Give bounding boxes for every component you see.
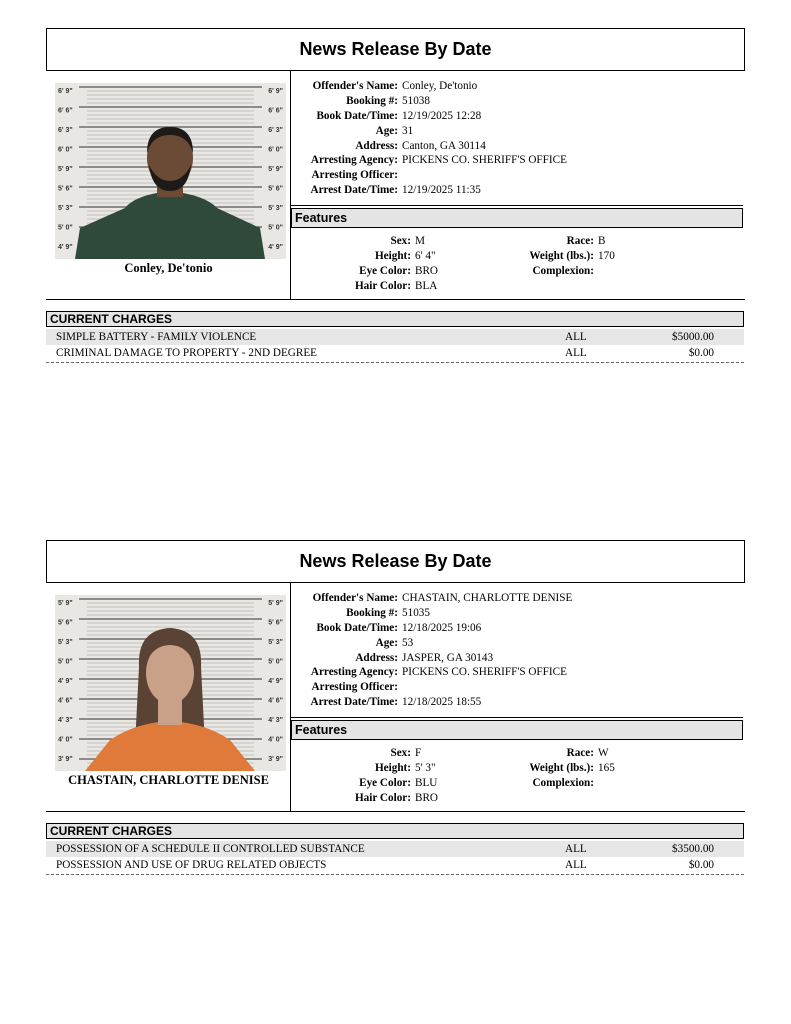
feature-label: Complexion: <box>532 264 594 277</box>
charge-row <box>46 329 744 345</box>
height-mark: 6' 6" <box>268 107 283 115</box>
height-mark: 4' 9" <box>58 678 73 685</box>
charges-header: CURRENT CHARGES <box>46 311 744 327</box>
height-mark: 6' 3" <box>58 127 73 134</box>
charge-type: ALL <box>565 347 587 359</box>
detail-label: Booking #: <box>346 95 398 108</box>
detail-row <box>291 695 572 710</box>
height-mark: 5' 9" <box>58 600 73 607</box>
booking-record <box>46 28 745 359</box>
detail-value: 53 <box>402 636 414 649</box>
height-mark: 6' 3" <box>268 127 283 134</box>
charges-table <box>46 841 744 873</box>
height-mark: 5' 9" <box>268 600 283 607</box>
height-mark: 4' 6" <box>268 697 283 705</box>
detail-label: Address: <box>355 139 398 152</box>
detail-row <box>291 650 572 665</box>
height-mark: 4' 6" <box>58 697 73 705</box>
detail-row <box>291 665 572 680</box>
feature-value: 170 <box>598 250 615 263</box>
detail-value: 12/19/2025 12:28 <box>402 109 482 122</box>
height-mark: 4' 0" <box>268 736 283 744</box>
dashed-separator <box>46 362 744 363</box>
height-mark: 4' 0" <box>58 736 73 744</box>
photo-column <box>46 583 291 811</box>
mugshot-image <box>55 83 286 259</box>
features-right <box>481 746 615 790</box>
detail-row <box>291 123 567 138</box>
height-mark: 5' 6" <box>58 185 73 193</box>
detail-row <box>291 591 572 606</box>
height-mark: 5' 9" <box>58 166 73 173</box>
detail-label: Arresting Officer: <box>311 681 398 694</box>
page-title: News Release By Date <box>46 28 745 71</box>
height-mark: 4' 3" <box>268 717 283 724</box>
feature-label: Hair Color: <box>354 279 411 292</box>
charge-bond: $0.00 <box>688 859 714 871</box>
height-mark: 6' 9" <box>58 88 73 95</box>
charge-description: POSSESSION AND USE OF DRUG RELATED OBJECTS <box>56 859 327 871</box>
height-mark: 5' 3" <box>58 639 73 646</box>
features-header: Features <box>291 720 743 740</box>
detail-value: 12/19/2025 11:35 <box>402 183 481 196</box>
charge-description: SIMPLE BATTERY - FAMILY VIOLENCE <box>56 331 257 343</box>
feature-value: W <box>598 747 609 760</box>
feature-label: Eye Color: <box>359 264 411 277</box>
height-mark: 5' 3" <box>268 205 283 212</box>
detail-row <box>291 94 567 109</box>
feature-row <box>291 249 438 264</box>
features-right <box>481 234 615 278</box>
charge-description: POSSESSION OF A SCHEDULE II CONTROLLED SUBSTANCE <box>56 843 365 855</box>
charge-bond: $3500.00 <box>672 843 714 855</box>
height-mark: 3' 9" <box>58 756 73 763</box>
mugshot-image <box>55 595 286 771</box>
feature-value: BRO <box>415 264 439 277</box>
feature-label: Race: <box>566 235 594 248</box>
feature-value: BLU <box>415 776 438 789</box>
feature-value: 165 <box>598 762 615 775</box>
feature-row <box>481 776 615 791</box>
detail-label: Arrest Date/Time: <box>310 183 398 196</box>
page-title: News Release By Date <box>46 540 745 583</box>
detail-label: Book Date/Time: <box>316 621 398 634</box>
height-mark: 5' 9" <box>268 166 283 173</box>
height-mark: 5' 6" <box>58 619 73 627</box>
booking-record <box>46 540 745 871</box>
record-main <box>46 583 745 812</box>
detail-label: Arresting Agency: <box>310 154 398 167</box>
height-mark: 6' 6" <box>58 107 73 115</box>
height-mark: 5' 0" <box>58 658 73 666</box>
detail-label: Arresting Agency: <box>310 666 398 679</box>
detail-label: Age: <box>375 636 398 649</box>
divider <box>291 717 743 718</box>
offender-details <box>291 79 567 197</box>
detail-value: PICKENS CO. SHERIFF'S OFFICE <box>402 154 567 167</box>
height-mark: 5' 0" <box>268 658 283 666</box>
detail-row <box>291 621 572 636</box>
height-marks-left <box>58 88 73 251</box>
detail-row <box>291 635 572 650</box>
height-marks-right <box>268 88 283 251</box>
charge-bond: $5000.00 <box>672 331 714 343</box>
detail-row <box>291 680 572 695</box>
height-marks-left <box>58 600 73 763</box>
detail-value: CHASTAIN, CHARLOTTE DENISE <box>402 592 573 605</box>
feature-row <box>481 249 615 264</box>
feature-label: Weight (lbs.): <box>529 250 594 263</box>
detail-label: Offender's Name: <box>312 80 398 93</box>
height-mark: 5' 0" <box>268 224 283 232</box>
feature-label: Sex: <box>390 235 411 248</box>
detail-value: Conley, De'tonio <box>402 80 478 93</box>
height-mark: 6' 0" <box>268 146 283 154</box>
detail-value: Canton, GA 30114 <box>402 139 486 152</box>
detail-label: Book Date/Time: <box>316 109 398 122</box>
charge-row <box>46 841 744 857</box>
detail-row <box>291 109 567 124</box>
feature-label: Complexion: <box>532 776 594 789</box>
height-mark: 3' 9" <box>268 756 283 763</box>
feature-value: B <box>598 235 606 248</box>
height-mark: 5' 6" <box>268 185 283 193</box>
charge-type: ALL <box>565 843 587 855</box>
feature-label: Race: <box>566 747 594 760</box>
features-header: Features <box>291 208 743 228</box>
detail-value: JASPER, GA 30143 <box>402 651 494 664</box>
photo-caption: Conley, De'tonio <box>124 261 213 275</box>
info-column <box>291 71 745 299</box>
features-left <box>291 746 438 805</box>
height-mark: 5' 3" <box>58 205 73 212</box>
feature-row <box>481 264 615 279</box>
info-column <box>291 583 745 811</box>
detail-label: Arrest Date/Time: <box>310 695 398 708</box>
feature-row <box>291 776 438 791</box>
feature-label: Height: <box>374 250 411 263</box>
detail-label: Arresting Officer: <box>311 169 398 182</box>
feature-value: BLA <box>415 279 438 292</box>
feature-row <box>291 746 438 761</box>
charge-row <box>46 345 744 361</box>
feature-value: M <box>415 235 425 248</box>
feature-value: BRO <box>415 791 439 804</box>
feature-row <box>291 278 438 293</box>
detail-row <box>291 606 572 621</box>
feature-row <box>291 264 438 279</box>
features-left <box>291 234 438 293</box>
detail-value: 12/18/2025 19:06 <box>402 621 482 634</box>
detail-label: Booking #: <box>346 607 398 620</box>
feature-row <box>481 761 615 776</box>
height-mark: 6' 0" <box>58 146 73 154</box>
feature-row <box>291 761 438 776</box>
detail-value: 31 <box>402 124 414 137</box>
detail-value: 12/18/2025 18:55 <box>402 695 482 708</box>
feature-label: Height: <box>374 762 411 775</box>
feature-label: Weight (lbs.): <box>529 762 594 775</box>
feature-row <box>291 234 438 249</box>
height-mark: 5' 6" <box>268 619 283 627</box>
mugshot-photo <box>55 83 286 259</box>
height-mark: 4' 9" <box>268 678 283 685</box>
charge-type: ALL <box>565 331 587 343</box>
feature-value: 6' 4" <box>415 250 436 263</box>
charges-header: CURRENT CHARGES <box>46 823 744 839</box>
feature-label: Sex: <box>390 747 411 760</box>
feature-value: 5' 3" <box>415 762 436 775</box>
detail-row <box>291 153 567 168</box>
feature-value: F <box>415 747 422 760</box>
photo-caption: CHASTAIN, CHARLOTTE DENISE <box>68 773 269 787</box>
mugshot-photo <box>55 595 286 771</box>
feature-row <box>481 234 615 249</box>
height-mark: 5' 0" <box>58 224 73 232</box>
dashed-separator <box>46 874 744 875</box>
detail-label: Address: <box>355 651 398 664</box>
charge-description: CRIMINAL DAMAGE TO PROPERTY - 2ND DEGREE <box>56 347 317 359</box>
offender-details <box>291 591 572 709</box>
feature-row <box>291 790 438 805</box>
detail-row <box>291 138 567 153</box>
height-mark: 5' 3" <box>268 639 283 646</box>
height-mark: 4' 9" <box>58 244 73 251</box>
height-marks-right <box>268 600 283 763</box>
photo-column <box>46 71 291 299</box>
feature-label: Hair Color: <box>354 791 411 804</box>
charge-bond: $0.00 <box>688 347 714 359</box>
detail-value: PICKENS CO. SHERIFF'S OFFICE <box>402 666 567 679</box>
detail-label: Offender's Name: <box>312 592 398 605</box>
feature-label: Eye Color: <box>359 776 411 789</box>
charge-type: ALL <box>565 859 587 871</box>
divider <box>291 205 743 206</box>
charges-table <box>46 329 744 361</box>
record-main <box>46 71 745 300</box>
detail-label: Age: <box>375 124 398 137</box>
detail-value: 51038 <box>402 95 430 108</box>
detail-row <box>291 183 567 198</box>
charge-row <box>46 857 744 873</box>
detail-value: 51035 <box>402 607 430 620</box>
feature-row <box>481 746 615 761</box>
detail-row <box>291 168 567 183</box>
detail-row <box>291 79 567 94</box>
height-mark: 4' 9" <box>268 244 283 251</box>
height-mark: 4' 3" <box>58 717 73 724</box>
height-mark: 6' 9" <box>268 88 283 95</box>
